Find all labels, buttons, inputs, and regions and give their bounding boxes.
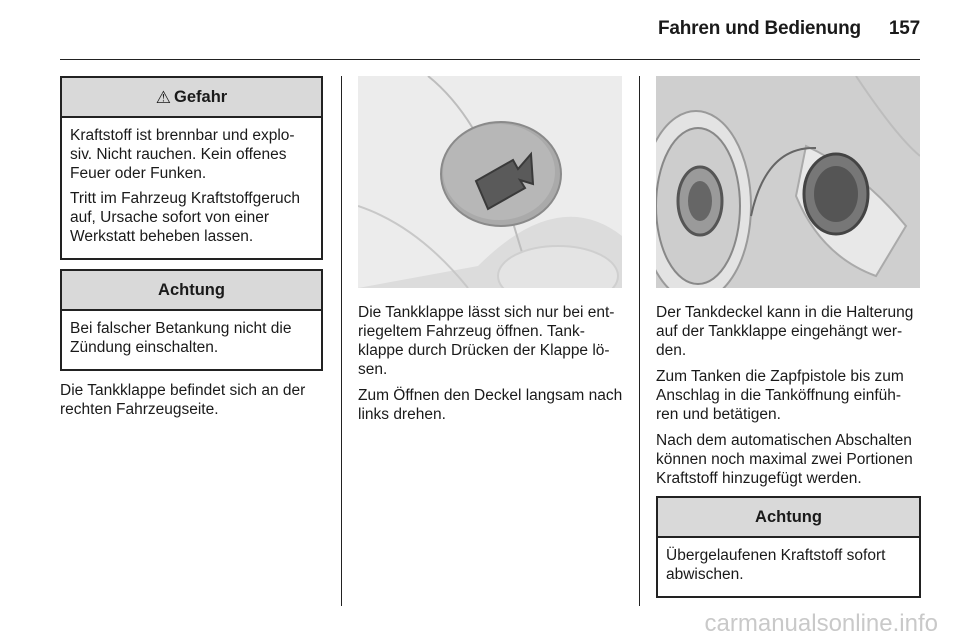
body-paragraph: Zum Tanken die Zapfpistole bis zum Anschlag in die Tanköffnung einfüh-ren und betätigen.	[656, 368, 904, 423]
fuel-cap-hanging-illustration	[656, 76, 920, 288]
caution-box-header	[62, 271, 321, 311]
fuel-door-press-illustration	[358, 76, 622, 288]
header-rule	[60, 59, 920, 60]
section-title: Fahren und Bedienung	[658, 18, 861, 39]
column-3	[656, 76, 921, 598]
caution-text: Übergelaufenen Kraftstoff sofort abwischen.	[666, 547, 886, 583]
caution-text: Bei falscher Betankung nicht die Zündung einschalten.	[70, 320, 292, 356]
caution-box	[656, 496, 921, 598]
caution-box-title: Achtung	[755, 507, 822, 526]
column-1	[60, 76, 323, 426]
page-number: 157	[888, 18, 920, 39]
body-paragraph: Die Tankklappe befindet sich an der rechten Fahrzeugseite.	[60, 382, 306, 418]
warning-triangle-icon: ⚠	[155, 87, 172, 107]
caution-box-body	[62, 311, 321, 369]
danger-box-title: Gefahr	[174, 87, 228, 106]
watermark: carmanualsonline.info	[704, 610, 938, 637]
body-paragraph: Zum Öffnen den Deckel langsam nach links drehen.	[358, 387, 623, 423]
caution-box	[60, 269, 323, 371]
page-header	[658, 18, 920, 40]
caution-box-title: Achtung	[158, 280, 225, 299]
danger-box	[60, 76, 323, 260]
body-paragraph: Die Tankklappe lässt sich nur bei ent-riegeltem Fahrzeug öffnen. Tank-klappe durch Drücken der Klappe lö-sen.	[358, 304, 615, 378]
body-paragraph: Der Tankdeckel kann in die Halterung auf der Tankklappe eingehängt wer-den.	[656, 304, 914, 359]
caution-box-header	[658, 498, 919, 538]
danger-text-1: Kraftstoff ist brennbar und explo-siv. Nicht rauchen. Kein offenes Feuer oder Funken.	[70, 127, 295, 182]
danger-text-2: Tritt im Fahrzeug Kraftstoffgeruch auf, Ursache sofort von einer Werkstatt beheben lassen.	[70, 190, 301, 245]
body-paragraph: Nach dem automatischen Abschalten können noch maximal zwei Portionen Kraftstoff hinzugefügt werden.	[656, 432, 913, 487]
column-2	[358, 76, 624, 431]
column-divider-2	[639, 76, 640, 606]
danger-box-header	[62, 78, 321, 118]
danger-box-body	[62, 118, 321, 258]
column-divider-1	[341, 76, 342, 606]
caution-box-body	[658, 538, 919, 596]
